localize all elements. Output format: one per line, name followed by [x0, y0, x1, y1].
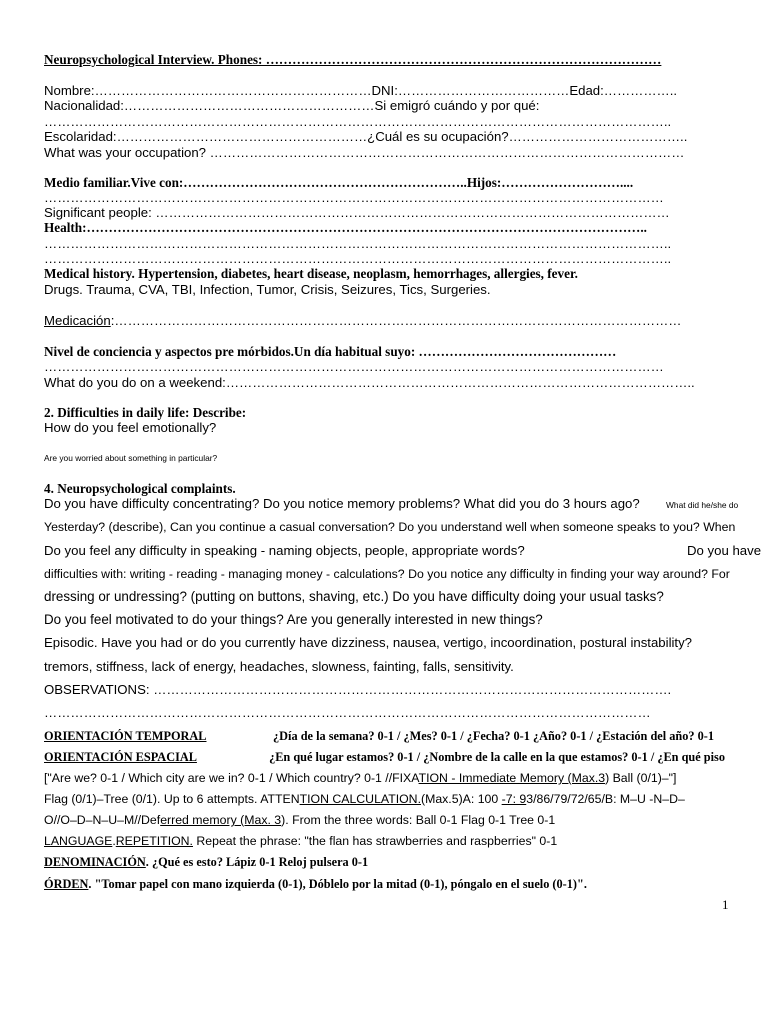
- denominacion-line: [44, 854, 368, 870]
- mundo-text: O//O–D–N–U–M//Def: [44, 813, 161, 827]
- concentrating-line: Do you have difficulty concentrating? Do you notice memory problems? What did you do 3 hours ago?: [44, 496, 640, 511]
- nombre-dni-edad-line: Nombre:………………………………………………………DNI:…………………………………Edad:……………..: [44, 83, 678, 98]
- medical-history-line: Medical history. Hypertension, diabetes, heart disease, neoplasm, hemorrhages, allergies, fever.: [44, 266, 578, 281]
- orientacion-temporal-label: ORIENTACIÓN TEMPORAL: [44, 729, 207, 743]
- feel-emotionally-line: How do you feel emotionally?: [44, 420, 217, 435]
- orientacion-espacial-questions: ¿En qué lugar estamos? 0-1 / ¿Nombre de la calle en la que estamos? 0-1 / ¿En qué piso: [269, 750, 725, 764]
- dotted-line: ……………………………………………………………………………………………………………………………..: [44, 236, 672, 251]
- minus-seven-text: -7: 9: [501, 792, 527, 806]
- language-line: [44, 833, 557, 849]
- repetition-label: REPETITION.: [115, 834, 193, 848]
- three-words-text: ). From the three words: Ball 0-1 Flag 0-1 Tree 0-1: [281, 813, 556, 827]
- orden-label: ÓRDEN: [44, 877, 89, 891]
- language-label: LANGUAGE: [44, 834, 113, 848]
- occupation-line: What was your occupation? ………………………………………………………………………………………………: [44, 145, 685, 160]
- significant-people-line: Significant people: ………………………………………………………………………………………………………: [44, 205, 670, 220]
- denominacion-text: . ¿Qué es esto? Lápiz 0-1 Reloj pulsera 0-1: [145, 855, 369, 869]
- deferred-memory-line: [44, 812, 555, 828]
- calculation-text: TION CALCULATION.: [299, 792, 421, 806]
- dotted-line: ……………………………………………………………………………………………………………………………..: [44, 251, 672, 266]
- series-text: 3/86/79/72/65/B: M–U -N–D–: [526, 792, 685, 806]
- flag-text: Flag (0/1)–Tree (0/1). Up to 6 attempts. ATTEN: [44, 792, 300, 806]
- yesterday-line: Yesterday? (describe), Can you continue a casual conversation? Do you understand well when someone speaks to you? When: [44, 520, 736, 534]
- medicacion-line: [44, 313, 681, 329]
- nacionalidad-line: Nacionalidad:…………………………………………………Si emigró cuándo y por qué:: [44, 98, 540, 113]
- dressing-line: dressing or undressing? (putting on buttons, shaving, etc.) Do you have difficulty doing your usual tasks?: [44, 589, 664, 604]
- flag-line: [44, 791, 685, 807]
- orden-line: [44, 876, 587, 892]
- where-ball-text: ) Ball (0/1)–"]: [605, 771, 677, 785]
- episodic-line: Episodic. Have you had or do you currently have dizziness, nausea, vertigo, incoordination, postural instability?: [44, 635, 693, 650]
- where-fixation-text: TION - Immediate Memory (Max.3: [418, 771, 606, 785]
- drugs-line: Drugs. Trauma, CVA, TBI, Infection, Tumor, Crisis, Seizures, Tics, Surgeries.: [44, 282, 491, 297]
- denominacion-label: DENOMINACIÓN: [44, 855, 146, 869]
- concentrating-tail: What did he/she do: [666, 500, 739, 510]
- speaking-line: Do you feel any difficulty in speaking - naming objects, people, appropriate words?: [44, 543, 525, 558]
- orientacion-espacial-label: ORIENTACIÓN ESPACIAL: [44, 750, 197, 764]
- flag-max-text: (Max.5)A: 100: [420, 792, 502, 806]
- tremors-line: tremors, stiffness, lack of energy, headaches, slowness, fainting, falls, sensitivity.: [44, 659, 514, 674]
- escolaridad-line: Escolaridad:…………………………………………………¿Cuál es su ocupación?…………………………………..: [44, 129, 688, 144]
- dotted-line: ……………………………………………………………………………………………………………………………..: [44, 114, 672, 129]
- header-phones: Neuropsychological Interview. Phones: ………………………………………………………………………………: [44, 52, 662, 67]
- nivel-conciencia-line: Nivel de conciencia y aspectos pre mórbidos.Un día habitual suyo: ………………………………………: [44, 344, 617, 359]
- motivated-line: Do you feel motivated to do your things? Are you generally interested in new things?: [44, 612, 543, 627]
- orientacion-espacial-line: [44, 749, 725, 765]
- difficulties-heading: 2. Difficulties in daily life: Describe:: [44, 405, 247, 420]
- health-line: Health:………………………………………………………………………………………………………………..: [44, 220, 647, 235]
- medicacion-dots: :…………………………………………………………………………………………………………………: [110, 313, 682, 328]
- orientacion-temporal-questions: ¿Día de la semana? 0-1 / ¿Mes? 0-1 / ¿Fecha? 0-1 ¿Año? 0-1 / ¿Estación del año? 0-1: [273, 729, 714, 743]
- writing-line: difficulties with: writing - reading - managing money - calculations? Do you notice any difficulty in finding your way around? For: [44, 567, 730, 581]
- medicacion-label: Medicación: [44, 313, 111, 328]
- speaking-tail: Do you have: [687, 543, 762, 558]
- where-text: ["Are we? 0-1 / Which city are we in? 0-1 / Which country? 0-1 //FIXA: [44, 771, 419, 785]
- medio-familiar-line: Medio familiar.Vive con:………………………………………………………..Hijos:………………………....: [44, 175, 634, 190]
- dotted-line: ……………………………………………………………………………………………………………………………: [44, 190, 664, 205]
- observations-line: OBSERVATIONS: ……………………………………………………………………………………………………….: [44, 682, 672, 697]
- where-line: [44, 770, 676, 786]
- worried-line: Are you worried about something in particular?: [44, 453, 218, 463]
- repetition-text: Repeat the phrase: "the flan has strawberries and raspberries" 0-1: [192, 834, 558, 848]
- dotted-line: ……………………………………………………………………………………………………………………………: [44, 359, 664, 374]
- orientacion-temporal-line: [44, 728, 714, 744]
- deferred-memory-text: erred memory (Max. 3: [160, 813, 282, 827]
- weekend-line: What do you do on a weekend:……………………………………………………………………………………………..: [44, 375, 695, 390]
- dotted-line: …………………………………………………………………………………………………………………………: [44, 705, 651, 720]
- orden-text: . "Tomar papel con mano izquierda (0-1), Dóblelo por la mitad (0-1), póngalo en el suelo (0-1)".: [88, 877, 587, 891]
- language-dot: .: [112, 834, 116, 848]
- complaints-heading: 4. Neuropsychological complaints.: [44, 481, 236, 496]
- page-number: 1: [722, 897, 729, 912]
